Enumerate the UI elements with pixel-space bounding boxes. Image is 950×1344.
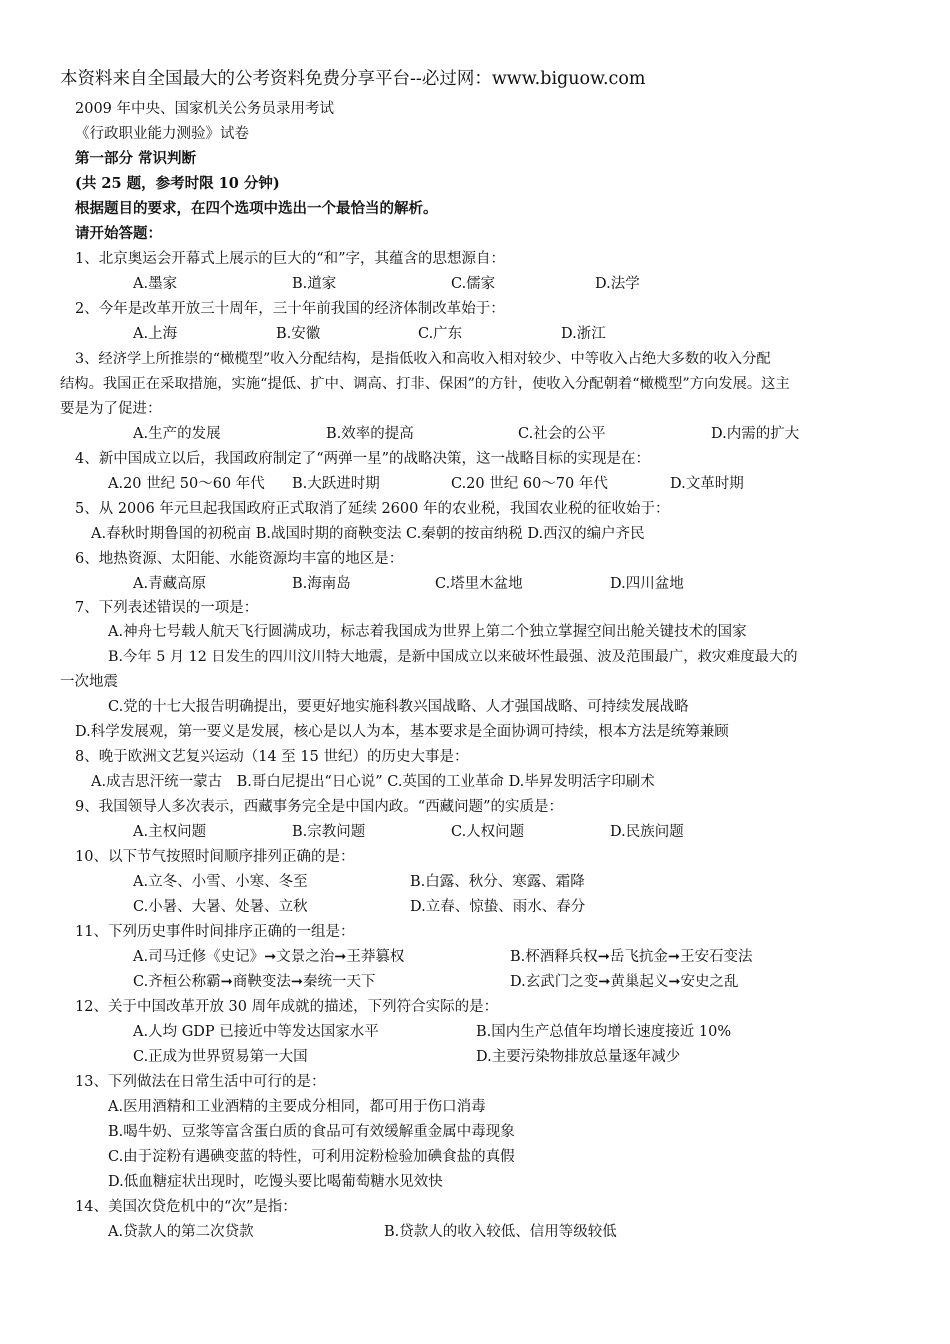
q10-option-a: A.立冬、小雪、小寒、冬至 — [133, 874, 308, 890]
q7-option-b-line2: 一次地震 — [60, 674, 118, 690]
q6-option-b: B.海南岛 — [292, 576, 351, 592]
start-label: 请开始答题： — [75, 225, 162, 242]
q2-option-d: D.浙江 — [561, 326, 606, 342]
q11-option-c: C.齐桓公称霸➞商鞅变法➞秦统一天下 — [133, 974, 376, 990]
q7-option-b-line1: B.今年 5 月 12 日发生的四川汶川特大地震，是新中国成立以来破坏性最强、波及范围最广，救灾难度最大的 — [108, 649, 798, 665]
q2-option-a: A.上海 — [133, 326, 178, 342]
question-10-stem: 10、以下节气按照时间顺序排列正确的是： — [75, 849, 355, 865]
q3-option-b: B.效率的提高 — [326, 426, 414, 442]
question-7-stem: 7、下列表述错误的一项是： — [75, 600, 259, 616]
q8-options: A.成吉思汗统一蒙古 B.哥白尼提出“日心说” C.英国的工业革命 D.毕昇发明活字印刷术 — [91, 774, 655, 790]
q13-option-c: C.由于淀粉有遇碘变蓝的特性，可利用淀粉检验加碘食盐的真假 — [108, 1149, 515, 1165]
q4-option-d: D.文革时期 — [670, 476, 744, 492]
question-11-stem: 11、下列历史事件时间排序正确的一组是： — [75, 924, 355, 940]
instruction: 根据题目的要求，在四个选项中选出一个最恰当的解析。 — [75, 200, 438, 217]
q11-option-d: D.玄武门之变➞黄巢起义➞安史之乱 — [510, 974, 739, 990]
q2-option-c: C.广东 — [418, 326, 463, 342]
question-2-stem: 2、今年是改革开放三十周年，三十年前我国的经济体制改革始于： — [75, 301, 505, 317]
q2-option-b: B.安徽 — [276, 326, 321, 342]
q7-option-c: C.党的十七大报告明确提出，要更好地实施科教兴国战略、人才强国战略、可持续发展战略 — [108, 699, 689, 715]
q14-option-a: A.贷款人的第二次贷款 — [108, 1224, 254, 1240]
question-14-stem: 14、美国次贷危机中的“次”是指： — [75, 1199, 297, 1215]
q13-option-b: B.喝牛奶、豆浆等富含蛋白质的食品可有效缓解重金属中毒现象 — [108, 1124, 515, 1140]
q3-option-a: A.生产的发展 — [133, 426, 221, 442]
question-12-stem: 12、关于中国改革开放 30 周年成就的描述，下列符合实际的是： — [75, 999, 499, 1015]
q4-option-a: A.20 世纪 50～60 年代 — [108, 476, 265, 492]
source-header: 本资料来自全国最大的公考资料免费分享平台--必过网：www.biguow.com — [60, 69, 646, 89]
q11-option-b: B.杯酒释兵权➞岳飞抗金➞王安石变法 — [510, 949, 753, 965]
question-6-stem: 6、地热资源、太阳能、水能资源均丰富的地区是： — [75, 551, 404, 567]
section-note: (共 25 题，参考时限 10 分钟) — [75, 175, 280, 192]
q12-option-d: D.主要污染物排放总量逐年减少 — [476, 1049, 681, 1065]
q12-option-a: A.人均 GDP 已接近中等发达国家水平 — [133, 1024, 379, 1040]
question-9-stem: 9、我国领导人多次表示，西藏事务完全是中国内政。“西藏问题”的实质是： — [75, 799, 564, 815]
q7-option-d: D.科学发展观，第一要义是发展，核心是以人为本，基本要求是全面协调可持续，根本方法是统筹兼顾 — [75, 724, 729, 740]
q10-option-d: D.立春、惊蛰、雨水、春分 — [410, 899, 586, 915]
q1-option-a: A.墨家 — [133, 276, 178, 292]
q1-option-c: C.儒家 — [451, 276, 496, 292]
question-3-stem-line2: 结构。我国正在采取措施，实施“提低、扩中、调高、打非、保困”的方针，使收入分配朝着“橄榄型”方向发展。这主 — [60, 376, 790, 392]
q12-option-c: C.正成为世界贸易第一大国 — [133, 1049, 308, 1065]
q7-option-a: A.神舟七号载人航天飞行圆满成功，标志着我国成为世界上第二个独立掌握空间出舱关键技术的国家 — [108, 624, 747, 640]
q14-option-b: B.贷款人的收入较低、信用等级较低 — [384, 1224, 617, 1240]
question-8-stem: 8、晚于欧洲文艺复兴运动（14 至 15 世纪）的历史大事是： — [75, 749, 469, 765]
q6-option-d: D.四川盆地 — [610, 576, 684, 592]
question-1-stem: 1、北京奥运会开幕式上展示的巨大的“和”字，其蕴含的思想源自： — [75, 251, 506, 267]
q4-option-c: C.20 世纪 60～70 年代 — [451, 476, 608, 492]
q9-option-a: A.主权问题 — [133, 824, 207, 840]
q13-option-d: D.低血糖症状出现时，吃馒头要比喝葡萄糖水见效快 — [108, 1174, 443, 1190]
question-5-stem: 5、从 2006 年元旦起我国政府正式取消了延续 2600 年的农业税，我国农业税的征收始于： — [75, 501, 670, 517]
q1-option-d: D.法学 — [595, 276, 640, 292]
q10-option-c: C.小暑、大暑、处暑、立秋 — [133, 899, 308, 915]
exam-subtitle: 《行政职业能力测验》试卷 — [75, 126, 249, 142]
q3-option-d: D.内需的扩大 — [711, 426, 800, 442]
exam-title: 2009 年中央、国家机关公务员录用考试 — [75, 101, 335, 117]
q11-option-a: A.司马迁修《史记》➞文景之治➞王莽篡权 — [133, 949, 405, 965]
q6-option-a: A.青藏高原 — [133, 576, 207, 592]
q4-option-b: B.大跃进时期 — [292, 476, 380, 492]
question-3-stem-line3: 要是为了促进： — [60, 401, 162, 417]
q9-option-d: D.民族问题 — [610, 824, 684, 840]
q13-option-a: A.医用酒精和工业酒精的主要成分相同，都可用于伤口消毒 — [108, 1099, 486, 1115]
question-13-stem: 13、下列做法在日常生活中可行的是： — [75, 1074, 326, 1090]
section-title: 第一部分 常识判断 — [75, 150, 197, 167]
q9-option-b: B.宗教问题 — [292, 824, 366, 840]
q12-option-b: B.国内生产总值年均增长速度接近 10% — [476, 1024, 732, 1040]
q3-option-c: C.社会的公平 — [518, 426, 606, 442]
q6-option-c: C.塔里木盆地 — [435, 576, 523, 592]
question-3-stem-line1: 3、经济学上所推崇的“橄榄型”收入分配结构，是指低收入和高收入相对较少、中等收入占绝大多数的收入分配 — [75, 351, 771, 367]
q5-options: A.春秋时期鲁国的初税亩 B.战国时期的商鞅变法 C.秦朝的按亩纳税 D.西汉的编户齐民 — [91, 526, 645, 542]
q9-option-c: C.人权问题 — [451, 824, 525, 840]
q1-option-b: B.道家 — [292, 276, 337, 292]
question-4-stem: 4、新中国成立以后，我国政府制定了“两弹一星”的战略决策，这一战略目标的实现是在： — [75, 451, 651, 467]
q10-option-b: B.白露、秋分、寒露、霜降 — [410, 874, 585, 890]
